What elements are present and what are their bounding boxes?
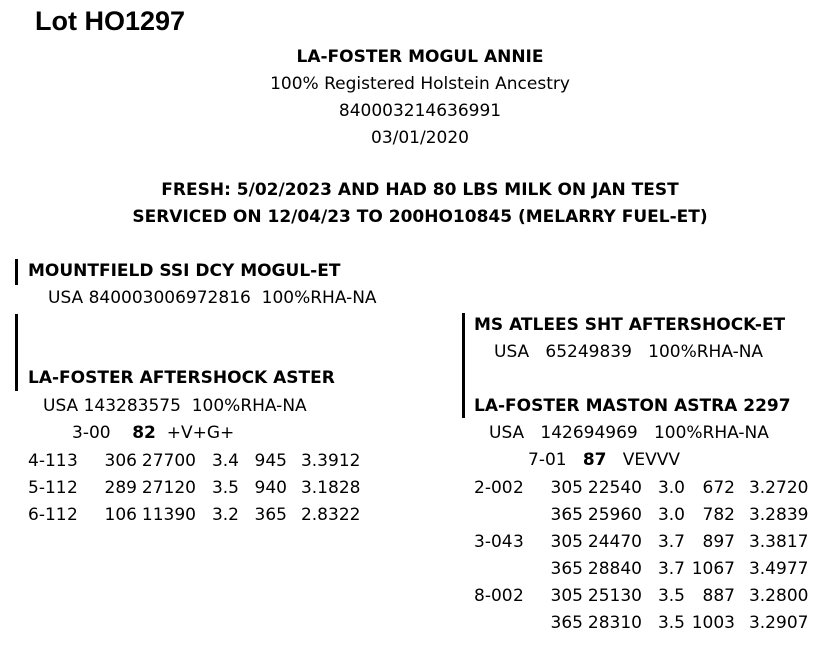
dam-class-score: 82 — [132, 423, 156, 443]
lactation-row — [474, 582, 808, 609]
sire-registration: USA 840003006972816 100%RHA-NA — [48, 288, 377, 308]
lactation-cell: 940 — [254, 477, 287, 498]
granddam-class-code: VEVVV — [622, 450, 680, 470]
maternal-granddam-name: LA-FOSTER MASTON ASTRA 2297 — [474, 396, 791, 416]
lactation-cell: 3.2 — [748, 504, 776, 525]
serviced-note: SERVICED ON 12/04/23 TO 200HO10845 (MELARRY FUEL-ET) — [132, 207, 708, 227]
maternal-grandsire-registration: USA 65249839 100%RHA-NA — [494, 342, 764, 362]
lactation-cell: 24470 — [587, 531, 642, 552]
animal-birth-date: 03/01/2020 — [371, 128, 469, 148]
lactation-cell: 907 — [776, 612, 809, 633]
dam-classification — [72, 423, 234, 443]
lactation-cell: 2 — [67, 504, 78, 525]
lactation-cell: 3.5 — [657, 585, 685, 606]
lactation-cell: 3 — [67, 450, 78, 471]
dam-registration: USA 143283575 100%RHA-NA — [43, 396, 307, 416]
lactation-cell: 1003 — [691, 612, 735, 633]
lactation-cell: 3.2 — [211, 504, 239, 525]
dam-lactation-records — [28, 447, 360, 528]
lactation-cell — [513, 555, 535, 582]
maternal-granddam-classification — [528, 450, 680, 470]
granddam-lactation-records — [474, 474, 808, 636]
lactation-cell: 3.7 — [657, 558, 685, 579]
lactation-cell: 28310 — [587, 612, 642, 633]
lactation-cell: 8-00 — [474, 585, 513, 606]
lactation-cell: 1067 — [691, 558, 735, 579]
animal-id: 840003214636991 — [338, 101, 502, 121]
lactation-cell: 27120 — [141, 477, 196, 498]
maternal-granddam-registration: USA 142694969 100%RHA-NA — [489, 423, 769, 443]
lactation-cell: 2 — [513, 585, 524, 606]
lactation-cell: 6-11 — [28, 504, 67, 525]
lactation-cell — [513, 501, 535, 528]
lactation-row — [28, 501, 360, 528]
lactation-cell: 720 — [776, 477, 809, 498]
lactation-cell: 5-11 — [28, 477, 67, 498]
lactation-cell: 800 — [776, 585, 809, 606]
lactation-cell: 839 — [776, 504, 809, 525]
lactation-cell: 3.3 — [300, 450, 328, 471]
lactation-cell: 2.8 — [300, 504, 328, 525]
lactation-cell: 782 — [702, 504, 735, 525]
lactation-cell: 27700 — [141, 450, 196, 471]
lactation-row — [474, 528, 808, 555]
pedigree-bracket-dam — [15, 314, 18, 391]
lactation-cell: 945 — [254, 450, 287, 471]
lactation-cell: 305 — [550, 477, 583, 498]
lactation-cell: 305 — [550, 531, 583, 552]
lactation-row — [474, 555, 808, 582]
lactation-cell: 828 — [328, 477, 361, 498]
lactation-cell: 3.1 — [300, 477, 328, 498]
lactation-cell: 672 — [702, 477, 735, 498]
lactation-cell: 912 — [328, 450, 361, 471]
lactation-cell: 3.0 — [657, 477, 685, 498]
lactation-cell — [474, 555, 513, 582]
lactation-cell: 4-11 — [28, 450, 67, 471]
lactation-cell: 28840 — [587, 558, 642, 579]
lactation-row — [474, 474, 808, 501]
lactation-cell: 3.3 — [748, 531, 776, 552]
lactation-cell: 3.4 — [211, 450, 239, 471]
lactation-cell: 977 — [776, 558, 809, 579]
lactation-cell: 3.2 — [748, 477, 776, 498]
maternal-grandsire-name: MS ATLEES SHT AFTERSHOCK-ET — [474, 315, 786, 335]
lactation-row — [474, 609, 808, 636]
lactation-row — [28, 447, 360, 474]
lactation-cell: 2 — [513, 477, 524, 498]
lactation-cell: 306 — [104, 450, 137, 471]
lactation-cell: 106 — [104, 504, 137, 525]
dam-class-code: +V+G+ — [166, 423, 235, 443]
lactation-cell — [513, 609, 535, 636]
lactation-cell: 3.0 — [657, 504, 685, 525]
pedigree-bracket-sire — [15, 259, 18, 285]
sire-name: MOUNTFIELD SSI DCY MOGUL-ET — [28, 261, 341, 281]
lactation-cell — [474, 609, 513, 636]
lactation-cell: 3 — [513, 531, 524, 552]
animal-ancestry: 100% Registered Holstein Ancestry — [270, 74, 570, 94]
granddam-class-age: 7-01 — [528, 450, 567, 470]
lactation-cell: 2 — [67, 477, 78, 498]
lactation-cell: 3.7 — [657, 531, 685, 552]
granddam-class-score: 87 — [582, 450, 607, 470]
lactation-cell: 2-00 — [474, 477, 513, 498]
lactation-cell: 3.5 — [657, 612, 685, 633]
lactation-cell: 305 — [550, 585, 583, 606]
dam-class-age: 3-00 — [72, 423, 111, 443]
lactation-cell: 3.4 — [748, 558, 776, 579]
lactation-cell: 365 — [550, 558, 583, 579]
lactation-cell: 365 — [550, 504, 583, 525]
lactation-cell: 817 — [776, 531, 809, 552]
lactation-cell: 3.2 — [748, 585, 776, 606]
fresh-note: FRESH: 5/02/2023 AND HAD 80 LBS MILK ON JAN TEST — [161, 180, 679, 200]
lactation-cell: 365 — [254, 504, 287, 525]
lactation-cell: 289 — [104, 477, 137, 498]
lactation-cell: 897 — [702, 531, 735, 552]
animal-name: LA-FOSTER MOGUL ANNIE — [296, 47, 544, 67]
pedigree-bracket-granddam — [462, 313, 465, 418]
lactation-cell: 3.2 — [748, 612, 776, 633]
lactation-cell: 3.5 — [211, 477, 239, 498]
lactation-cell: 25960 — [587, 504, 642, 525]
lactation-cell: 887 — [702, 585, 735, 606]
lactation-cell: 3-04 — [474, 531, 513, 552]
dam-name: LA-FOSTER AFTERSHOCK ASTER — [28, 368, 335, 388]
lactation-cell: 322 — [328, 504, 361, 525]
lactation-cell — [474, 501, 513, 528]
lactation-row — [28, 474, 360, 501]
lactation-cell: 365 — [550, 612, 583, 633]
lactation-row — [474, 501, 808, 528]
lactation-cell: 25130 — [587, 585, 642, 606]
lot-number: Lot HO1297 — [35, 6, 186, 36]
lactation-cell: 22540 — [587, 477, 642, 498]
lactation-cell: 11390 — [141, 504, 196, 525]
